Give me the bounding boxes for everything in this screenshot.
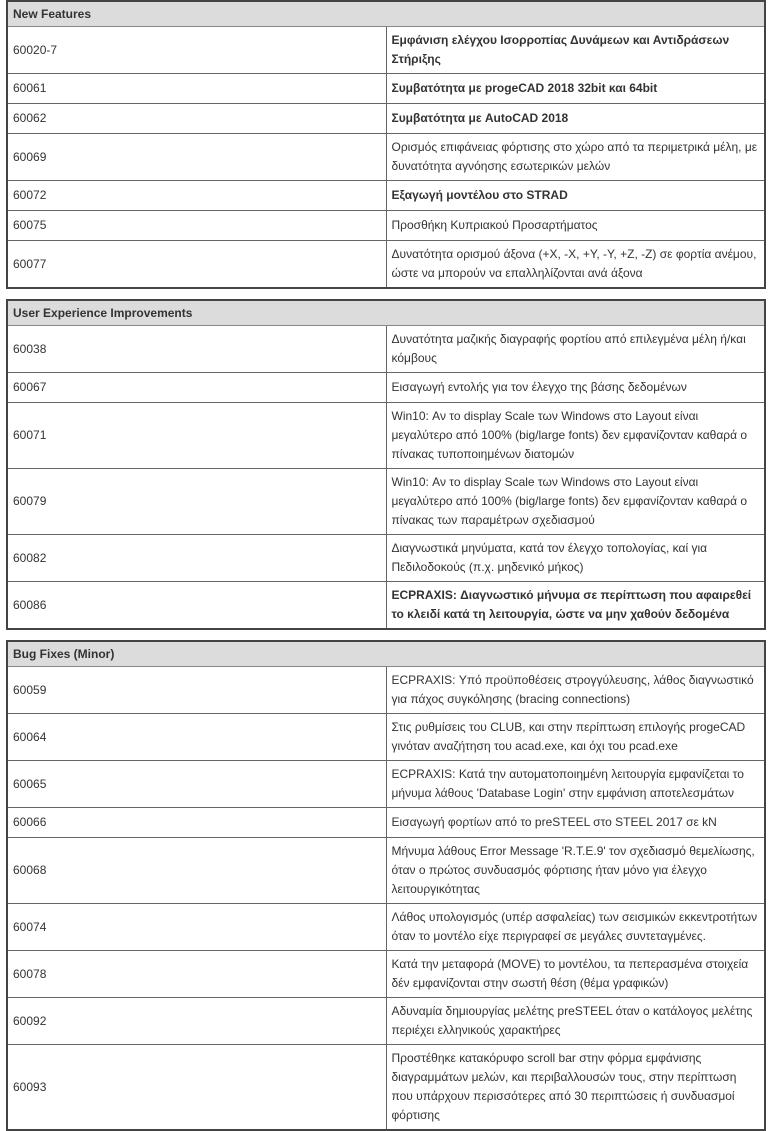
new-features-table <box>6 0 766 289</box>
table-body <box>7 667 765 1131</box>
table-body <box>7 326 765 630</box>
item-code: 60067 <box>7 373 386 403</box>
item-description: Διαγνωστικά μηνύματα, κατά τον έλεγχο τοπολογίας, καί για Πεδιλοδοκούς (π.χ. μηδενικό μήκος) <box>386 535 765 582</box>
table-row <box>7 838 765 904</box>
item-code: 60020-7 <box>7 27 386 74</box>
item-description: Win10: Αν το display Scale των Windows στο Layout είναι μεγαλύτερο από 100% (big/large fonts) δεν εμφανίζονταν καθαρά ο πίνακας των παραμέτρων σχεδιασμού <box>386 469 765 535</box>
table-row <box>7 904 765 951</box>
table-row <box>7 74 765 104</box>
table-row <box>7 582 765 630</box>
item-code: 60038 <box>7 326 386 373</box>
table-row <box>7 808 765 838</box>
item-code: 60059 <box>7 667 386 714</box>
item-description: Εισαγωγή φορτίων από το preSTEEL στο STEEL 2017 σε kN <box>386 808 765 838</box>
item-description: Προστέθηκε κατακόρυφο scroll bar στην φόρμα εμφάνισης διαγραμμάτων μελών, και περιβαλλουσών τους, στην περίπτωση που υπάρχουν περισσότερες από 30 περιπτώσεις ή συνδυασμοί φόρτισης <box>386 1045 765 1131</box>
item-code: 60064 <box>7 714 386 761</box>
table-row <box>7 181 765 211</box>
item-description: Αδυναμία δημιουργίας μελέτης preSTEEL όταν ο κατάλογος μελέτης περιέχει ελληνικούς χαρακτήρες <box>386 998 765 1045</box>
table-row <box>7 667 765 714</box>
table-row <box>7 535 765 582</box>
table-row <box>7 761 765 808</box>
item-description: Εξαγωγή μοντέλου στο STRAD <box>386 181 765 211</box>
table-row <box>7 211 765 241</box>
item-code: 60072 <box>7 181 386 211</box>
item-description: ECPRAXIS: Διαγνωστικό μήνυμα σε περίπτωση που αφαιρεθεί το κλειδί κατά τη λειτουργία, ώστε να μην χαθούν δεδομένα <box>386 582 765 630</box>
section-header: Bug Fixes (Minor) <box>7 641 765 667</box>
table-row <box>7 469 765 535</box>
item-code: 60079 <box>7 469 386 535</box>
user-experience-table <box>6 299 766 630</box>
item-code: 60093 <box>7 1045 386 1131</box>
table-row <box>7 951 765 998</box>
item-description: Εισαγωγή εντολής για τον έλεγχο της βάσης δεδομένων <box>386 373 765 403</box>
item-description: Μήνυμα λάθους Error Message 'R.T.E.9' τον σχεδιασμό θεμελίωσης, όταν ο πρώτος συνδυασμός φόρτισης ήταν μόνο για έλεγχο λειτουργικότητας <box>386 838 765 904</box>
table-row <box>7 714 765 761</box>
item-description: Λάθος υπολογισμός (υπέρ ασφαλείας) των σεισμικών εκκεντροτήτων όταν το μοντέλο είχε περιγραφεί σε μεγάλες συντεταγμένες. <box>386 904 765 951</box>
item-description: Συμβατότητα με AutoCAD 2018 <box>386 104 765 134</box>
item-code: 60069 <box>7 134 386 181</box>
item-code: 60066 <box>7 808 386 838</box>
item-description: Δυνατότητα ορισμού άξονα (+X, -X, +Y, -Y, +Z, -Z) σε φορτία ανέμου, ώστε να μπορούν να επαλληλίζονται ανά άξονα <box>386 241 765 289</box>
item-code: 60065 <box>7 761 386 808</box>
table-row <box>7 403 765 469</box>
item-description: Εμφάνιση ελέγχου Ισορροπίας Δυνάμεων και Αντιδράσεων Στήριξης <box>386 27 765 74</box>
bug-fixes-table <box>6 640 766 1131</box>
item-code: 60075 <box>7 211 386 241</box>
item-code: 60061 <box>7 74 386 104</box>
item-code: 60071 <box>7 403 386 469</box>
item-description: Στις ρυθμίσεις του CLUB, και στην περίπτωση επιλογής progeCAD γινόταν αναζήτηση του acad.exe, και όχι του pcad.exe <box>386 714 765 761</box>
item-description: ECPRAXIS: Κατά την αυτοματοποιημένη λειτουργία εμφανίζεται το μήνυμα λάθους 'Database Login' στην εμφάνιση αποτελεσμάτων <box>386 761 765 808</box>
table-row <box>7 104 765 134</box>
release-notes <box>6 0 766 1131</box>
item-description: Win10: Αν το display Scale των Windows στο Layout είναι μεγαλύτερο από 100% (big/large fonts) δεν εμφανίζονταν καθαρά ο πίνακας τυποποιημένων διατομών <box>386 403 765 469</box>
item-code: 60092 <box>7 998 386 1045</box>
section-header: User Experience Improvements <box>7 300 765 326</box>
table-row <box>7 998 765 1045</box>
item-code: 60086 <box>7 582 386 630</box>
table-row <box>7 326 765 373</box>
item-description: Δυνατότητα μαζικής διαγραφής φορτίου από επιλεγμένα μέλη ή/και κόμβους <box>386 326 765 373</box>
item-code: 60077 <box>7 241 386 289</box>
item-description: Ορισμός επιφάνειας φόρτισης στο χώρο από τα περιμετρικά μέλη, με δυνατότητα αγνόησης εσωτερικών μελών <box>386 134 765 181</box>
table-row <box>7 241 765 289</box>
item-description: ECPRAXIS: Υπό προϋποθέσεις στρογγύλευσης, λάθος διαγνωστικό για πάχος συγκόλησης (bracing connections) <box>386 667 765 714</box>
table-row <box>7 27 765 74</box>
table-row <box>7 134 765 181</box>
item-code: 60074 <box>7 904 386 951</box>
table-body <box>7 27 765 289</box>
item-code: 60078 <box>7 951 386 998</box>
item-code: 60068 <box>7 838 386 904</box>
item-description: Συμβατότητα με progeCAD 2018 32bit και 64bit <box>386 74 765 104</box>
table-row <box>7 1045 765 1131</box>
item-description: Προσθήκη Κυπριακού Προσαρτήματος <box>386 211 765 241</box>
section-header: New Features <box>7 1 765 27</box>
item-description: Κατά την μεταφορά (MOVE) το μοντέλου, τα πεπερασμένα στοιχεία δέν εμφανίζονται στην σωστή θέση (θέμα γραφικών) <box>386 951 765 998</box>
item-code: 60062 <box>7 104 386 134</box>
item-code: 60082 <box>7 535 386 582</box>
table-row <box>7 373 765 403</box>
